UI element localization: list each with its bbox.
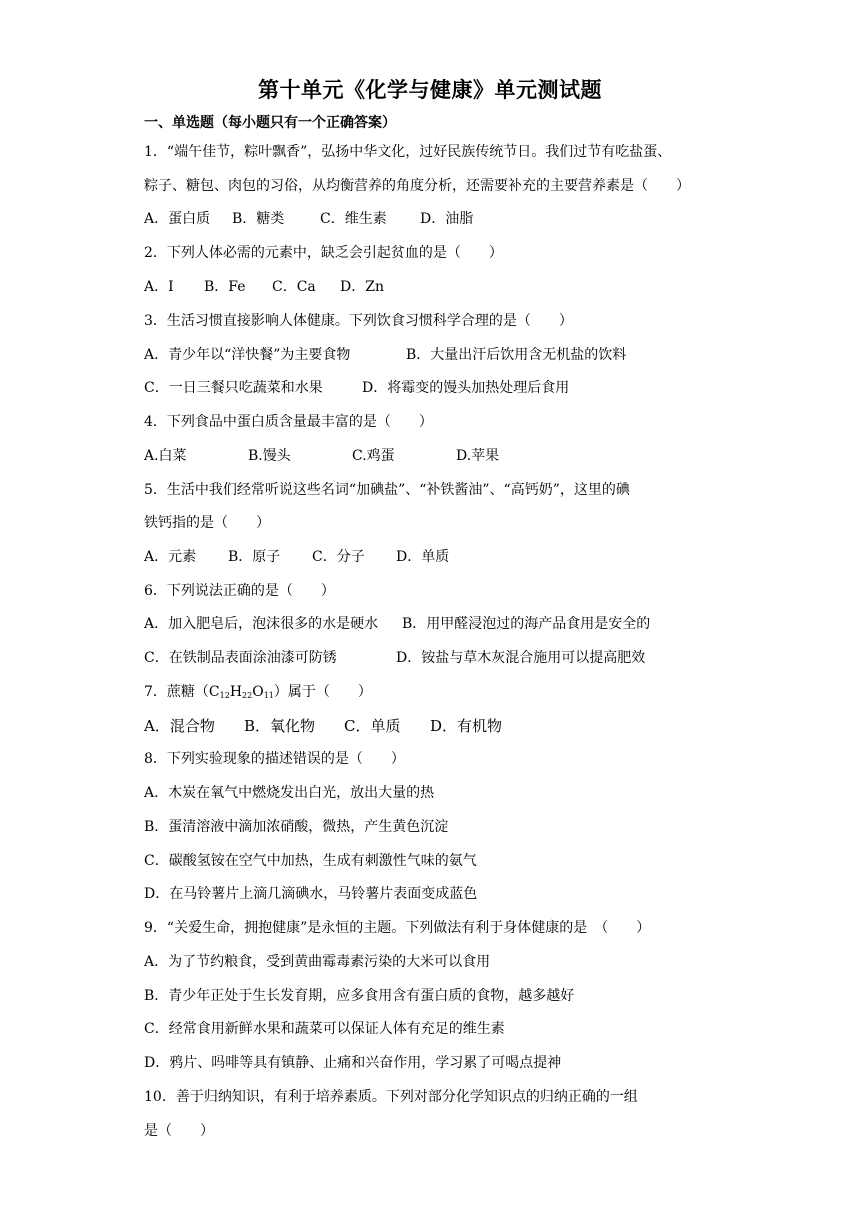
option-c: C．Ca [272,279,316,295]
document-title: 第十单元《化学与健康》单元测试题 [258,78,602,102]
question-5-line-2: 铁钙指的是（ ） [144,515,270,531]
option-c: C．单质 [344,717,401,735]
question-8-option-c: C．碳酸氢铵在空气中加热，生成有刺激性气味的氨气 [144,853,477,869]
option-d: D．有机物 [430,717,503,735]
option-c: C．在铁制品表面涂油漆可防锈 [144,650,337,666]
question-5-line-1: 5．生活中我们经常听说这些名词“加碘盐”、“补铁酱油”、“高钙奶”，这里的碘 [144,482,630,498]
question-9-option-a: A．为了节约粮食，受到黄曲霉毒素污染的大米可以食用 [144,954,491,970]
question-1-line-1: 1．“端午佳节，粽叶飘香”，弘扬中华文化，过好民族传统节日。我们过节有吃盐蛋、 [144,144,672,160]
option-b: B．Fe [204,279,246,295]
question-3-stem: 3．生活习惯直接影响人体健康。下列饮食习惯科学合理的是（ ） [144,313,573,329]
question-2-stem: 2．下列人体必需的元素中，缺乏会引起贫血的是（ ） [144,245,503,261]
question-9-stem: 9．“关爱生命，拥抱健康”是永恒的主题。下列做法有利于身体健康的是 （ ） [144,920,651,936]
question-9-option-b: B．青少年正处于生长发育期，应多食用含有蛋白质的食物，越多越好 [144,988,575,1004]
question-10-line-1: 10．善于归纳知识，有利于培养素质。下列对部分化学知识点的归纳正确的一组 [144,1089,638,1105]
option-b: B．大量出汗后饮用含无机盐的饮料 [406,347,627,363]
question-8-option-d: D．在马铃薯片上滴几滴碘水，马铃薯片表面变成蓝色 [144,886,478,902]
option-a: A.白菜 [144,448,187,464]
option-a: A．元素 [144,549,197,565]
option-b: B．氧化物 [244,717,316,735]
question-4-stem: 4．下列食品中蛋白质含量最丰富的是（ ） [144,414,433,430]
question-4-options [144,446,724,466]
question-2-options [144,277,724,297]
option-b: B．糖类 [232,211,285,227]
question-7-stem [144,682,724,706]
question-7-prefix: 7．蔗糖（C [144,684,220,700]
question-3-options-row-1 [144,345,724,365]
subscript-12: 12 [219,691,230,700]
option-a: A．加入肥皂后，泡沫很多的水是硬水 [144,616,379,632]
question-6-options-row-2 [144,648,724,668]
option-a: A．混合物 [144,717,215,735]
option-d: D.苹果 [456,448,500,464]
option-c: C．一日三餐只吃蔬菜和水果 [144,380,323,396]
element-h: H [229,684,243,700]
option-d: D．单质 [396,549,450,565]
question-6-options-row-1 [144,614,724,634]
question-8-stem: 8．下列实验现象的描述错误的是（ ） [144,751,405,767]
question-8-option-b: B．蛋清溶液中滴加浓硝酸，微热，产生黄色沉淀 [144,819,449,835]
option-d: D．将霉变的馒头加热处理后食用 [362,380,570,396]
subscript-11: 11 [263,691,274,700]
question-9-option-d: D．鸦片、吗啡等具有镇静、止痛和兴奋作用，学习累了可喝点提神 [144,1055,562,1071]
question-9-option-c: C．经常食用新鲜水果和蔬菜可以保证人体有充足的维生素 [144,1021,505,1037]
option-a: A．蛋白质 [144,211,211,227]
section-heading: 一、单选题（每小题只有一个正确答案） [144,115,396,131]
question-3-options-row-2 [144,378,724,398]
question-5-options [144,547,724,567]
option-b: B．原子 [228,549,281,565]
element-o: O [252,684,264,700]
question-6-stem: 6．下列说法正确的是（ ） [144,583,335,599]
option-d: D．Zn [340,279,384,295]
option-a: A．青少年以“洋快餐”为主要食物 [144,347,351,363]
option-c: C．分子 [312,549,365,565]
option-c: C.鸡蛋 [352,448,395,464]
option-c: C．维生素 [320,211,387,227]
question-7-suffix: ）属于（ ） [273,684,372,700]
subscript-22: 22 [242,691,253,700]
option-a: A．I [144,279,174,295]
question-7-options [144,716,724,736]
option-d: D．铵盐与草木灰混合施用可以提高肥效 [396,650,646,666]
question-10-line-2: 是（ ） [144,1123,214,1139]
option-b: B．用甲醛浸泡过的海产品食用是安全的 [402,616,651,632]
option-d: D．油脂 [420,211,474,227]
question-1-line-2: 粽子、糖包、肉包的习俗，从均衡营养的角度分析，还需要补充的主要营养素是（ ） [144,178,690,194]
question-8-option-a: A．木炭在氧气中燃烧发出白光，放出大量的热 [144,785,435,801]
option-b: B.馒头 [248,448,291,464]
question-1-options [144,209,724,229]
